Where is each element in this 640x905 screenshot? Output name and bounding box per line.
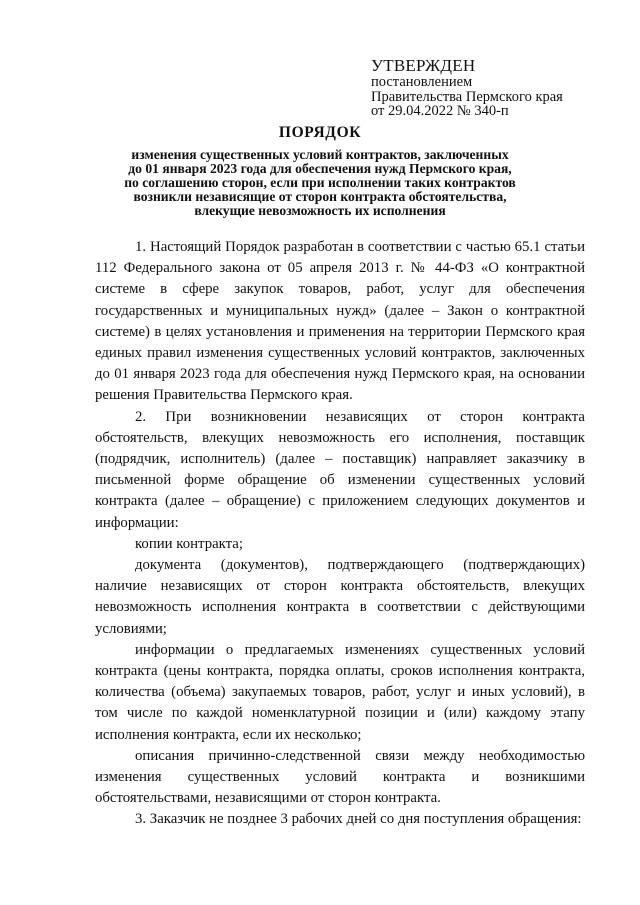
document-body <box>95 237 585 831</box>
subtitle-line: по соглашению сторон, если при исполнении таких контрактов <box>124 174 516 190</box>
approval-line: постановлением <box>371 74 473 90</box>
document-subtitle <box>100 148 540 218</box>
paragraph-1: 1. Настоящий Порядок разработан в соответствии с частью 65.1 статьи 112 Федерального закона от 05 апреля 2013 г. № 44-ФЗ «О контрактной системе в сфере закупок товаров, работ, услуг для обеспечения государственных и муниципальных нужд» (далее – Закон о контрактной системе) в целях установления и применения на территории Пермского края единых правил изменения существенных условий контрактов, заключенных до 01 января 2023 года для обеспечения нужд Пермского края, на основании решения Правительства Пермского края. <box>95 239 585 404</box>
approval-heading: УТВЕРЖДЕН <box>371 56 476 75</box>
approval-stamp <box>371 56 611 119</box>
list-item-contract-copy: копии контракта; <box>135 535 243 552</box>
subtitle-line: изменения существенных условий контрактов, заключенных <box>131 147 509 162</box>
document-title: ПОРЯДОК <box>278 124 362 141</box>
approval-line: Правительства Пермского края <box>371 88 563 105</box>
list-item-causal-link: описания причинно-следственной связи между необходимостью изменения существенных условий контракта и возникшими обстоятельствами, независящими от сторон контракта. <box>95 747 585 807</box>
paragraph-2: 2. При возникновении независящих от сторон контракта обстоятельств, влекущих невозможность его исполнения, поставщик (подрядчик, исполнитель) (далее – поставщик) направляет заказчику в письменной форме обращение об изменении существенных условий контракта (далее – обращение) с приложением следующих документов и информации: <box>95 408 585 531</box>
list-item-proposed-changes: информации о предлагаемых изменениях существенных условий контракта (цены контракта, порядка оплаты, сроков исполнения контракта, количества (объема) закупаемых товаров, работ, услуг и иных условий), в том числе по каждой номенклатурной позиции и (или) каждому этапу исполнения контракта, если их несколько; <box>95 641 585 743</box>
list-item-confirming-documents: документа (документов), подтверждающего (подтверждающих) наличие независящих от сторон контракта обстоятельств, влекущих невозможность исполнения контракта в соответствии с действующими условиями; <box>95 557 585 637</box>
subtitle-line: возникли независящие от сторон контракта обстоятельства, <box>133 188 507 204</box>
paragraph-3: 3. Заказчик не позднее 3 рабочих дней со дня поступления обращения: <box>135 811 582 828</box>
subtitle-line: до 01 января 2023 года для обеспечения нужд Пермского края, <box>128 160 512 176</box>
approval-line: от 29.04.2022 № 340-п <box>371 103 509 119</box>
subtitle-line: влекущие невозможность их исполнения <box>194 202 446 218</box>
